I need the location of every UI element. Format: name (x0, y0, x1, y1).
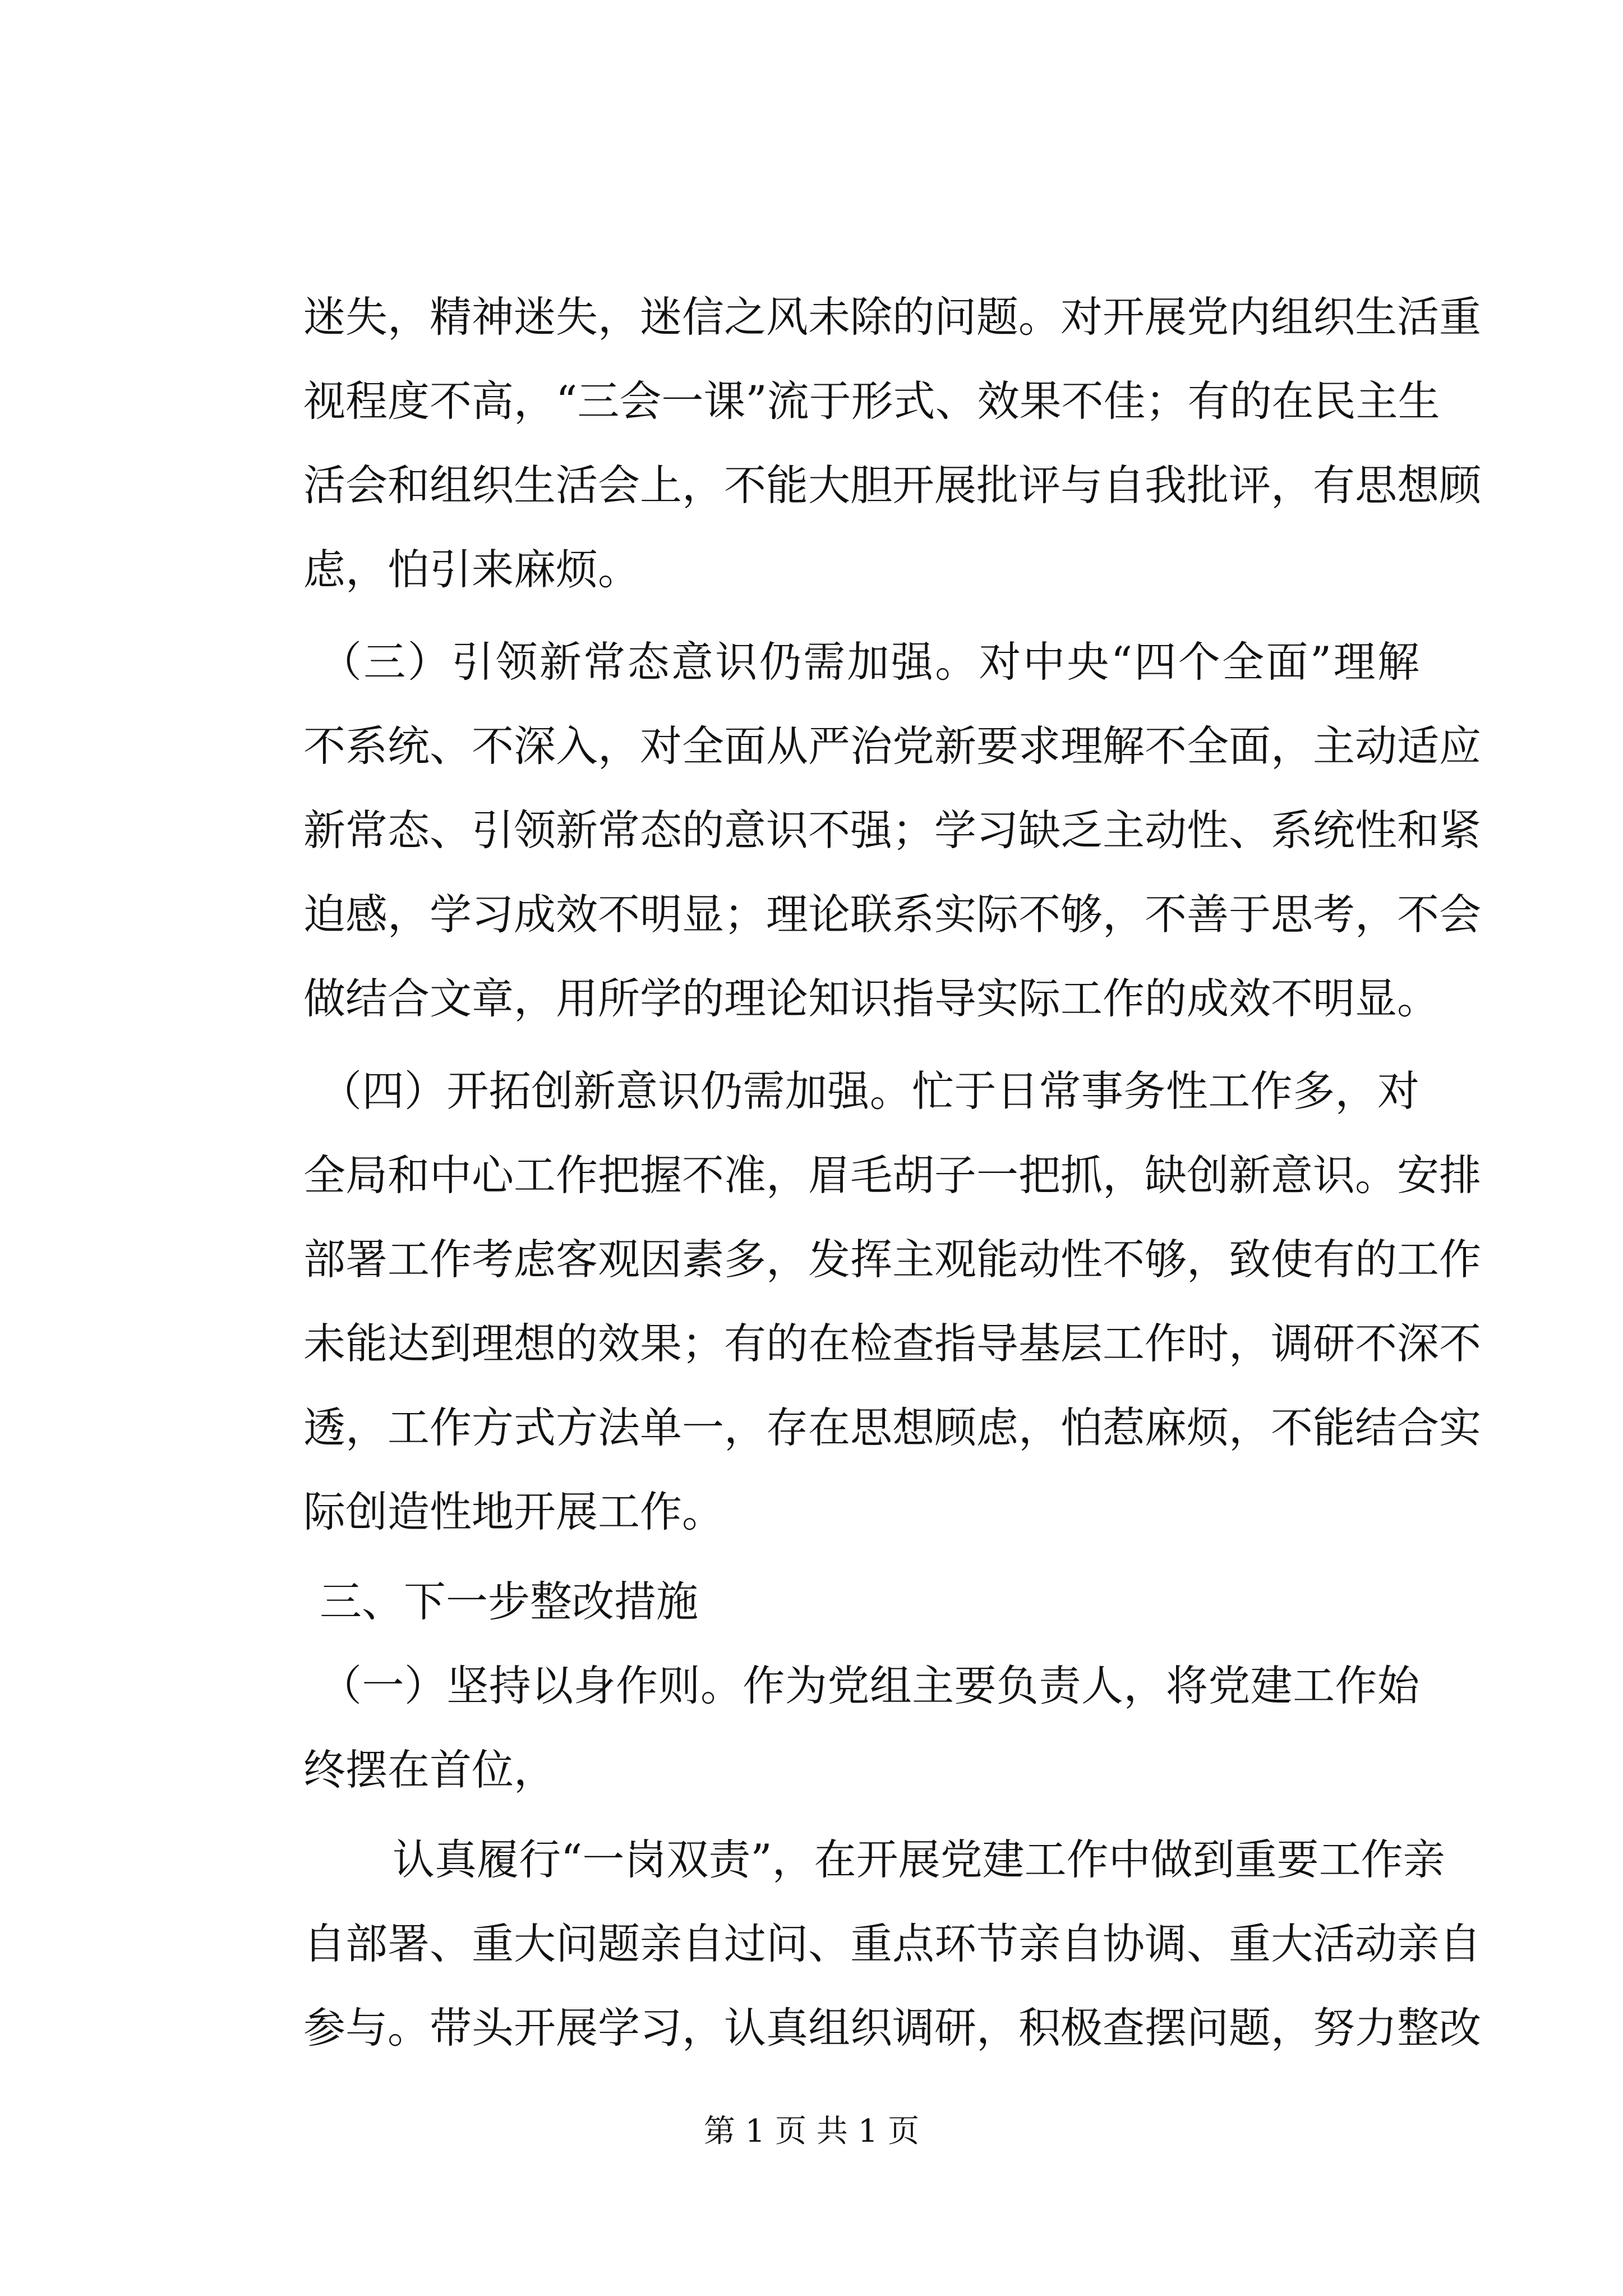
text-line-9: 做结合文章，用所学的理论知识指导实际工作的成效不明显。 (303, 974, 1440, 1023)
text-line-20: 自部署、重大问题亲自过问、重点环节亲自协调、重大活动亲自 (303, 1919, 1482, 1968)
text-line-11: 全局和中心工作把握不准，眉毛胡子一把抓，缺创新意识。安排 (303, 1151, 1482, 1200)
paragraph-heading-1: （一）坚持以身作则。作为党组主要负责人，将党建工作始 (320, 1661, 1419, 1710)
text-line-12: 部署工作考虑客观因素多，发挥主观能动性不够，致使有的工作 (303, 1235, 1482, 1284)
text-line-4: 虑，怕引来麻烦。 (303, 545, 640, 594)
paragraph-heading-3: （三）引领新常态意识仍需加强。对中央“四个全面”理解 (320, 637, 1419, 687)
section-heading: 三、下一步整改措施 (320, 1577, 699, 1626)
text-line-13: 未能达到理想的效果；有的在检查指导基层工作时，调研不深不 (303, 1319, 1482, 1368)
text-line-8: 迫感，学习成效不明显；理论联系实际不够，不善于思考，不会 (303, 890, 1482, 939)
text-line-7: 新常态、引领新常态的意识不强；学习缺乏主动性、系统性和紧 (303, 806, 1482, 855)
text-line-18: 终摆在首位， (303, 1745, 556, 1795)
paragraph-heading-4: （四）开拓创新意识仍需加强。忙于日常事务性工作多，对 (320, 1066, 1419, 1116)
text-line-14: 透，工作方式方法单一，存在思想顾虑，怕惹麻烦，不能结合实 (303, 1403, 1482, 1452)
text-line-6: 不系统、不深入，对全面从严治党新要求理解不全面，主动适应 (303, 721, 1482, 771)
text-line-15: 际创造性地开展工作。 (303, 1487, 725, 1536)
page-footer: 第 1 页 共 1 页 (703, 2113, 920, 2150)
text-line-1: 迷失，精神迷失，迷信之风未除的问题。对开展党内组织生活重 (303, 292, 1482, 342)
text-line-3: 活会和组织生活会上，不能大胆开展批评与自我批评，有思想顾 (303, 461, 1482, 510)
text-line-19: 认真履行“一岗双责”，在开展党建工作中做到重要工作亲 (393, 1835, 1445, 1884)
text-line-2: 视程度不高，“三会一课”流于形式、效果不佳；有的在民主生 (303, 376, 1440, 426)
text-line-21: 参与。带头开展学习，认真组织调研，积极查摆问题，努力整改 (303, 2003, 1482, 2053)
